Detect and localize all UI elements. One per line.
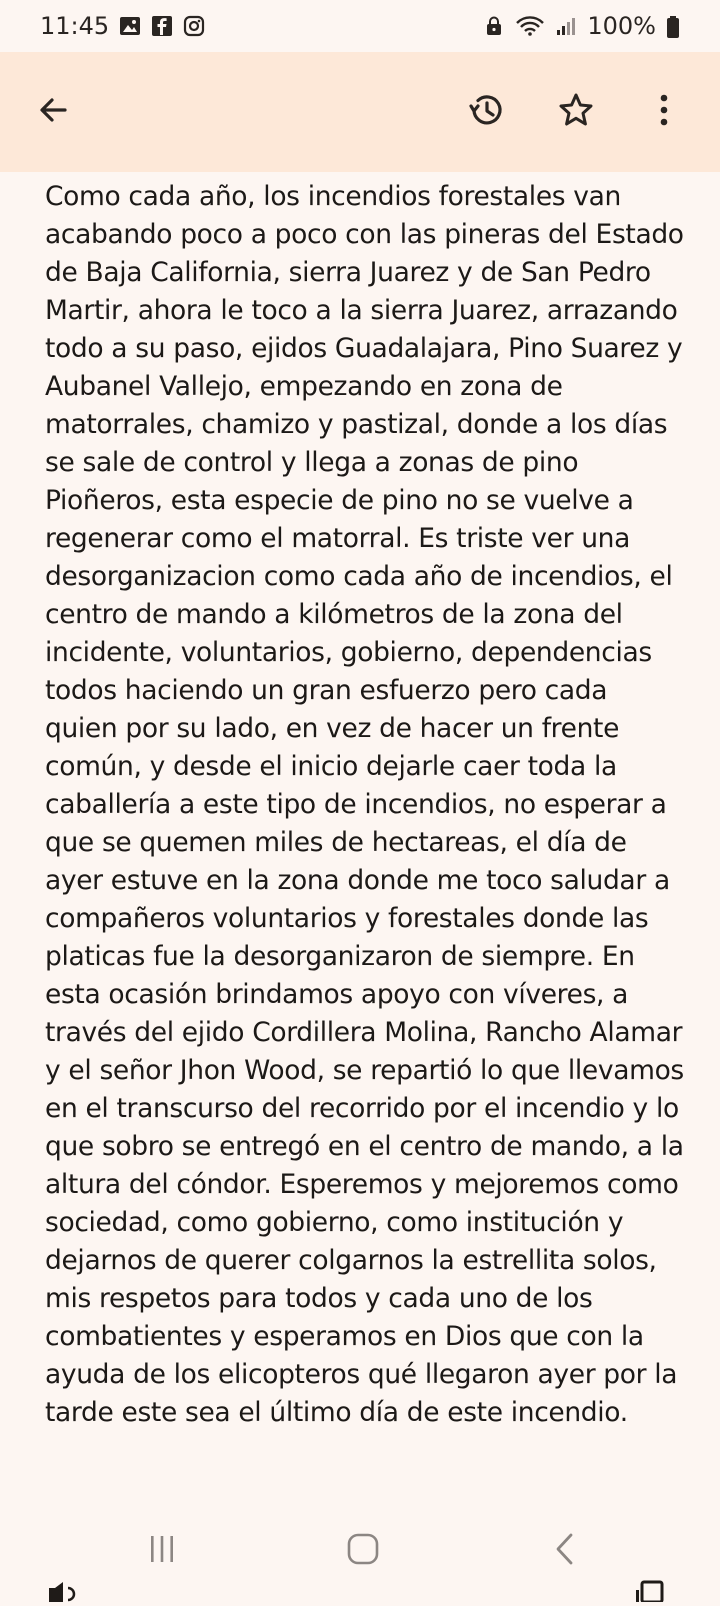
app-bar	[0, 52, 720, 172]
more-vert-icon	[658, 92, 670, 132]
instagram-icon	[183, 15, 205, 37]
status-bar	[0, 0, 720, 52]
status-left	[40, 12, 205, 40]
status-right	[483, 12, 680, 40]
navigation-bar	[0, 1508, 720, 1600]
recent-apps-button[interactable]	[132, 1526, 192, 1576]
battery-percent: 100%	[587, 12, 656, 40]
more-options-button[interactable]	[636, 84, 692, 140]
facebook-icon	[151, 15, 173, 37]
signal-icon	[555, 15, 577, 37]
nav-back-button[interactable]	[535, 1526, 595, 1576]
status-time: 11:45	[40, 12, 110, 40]
back-arrow-icon	[35, 92, 71, 132]
bookmark-star-button[interactable]	[548, 84, 604, 140]
history-button[interactable]	[458, 84, 514, 140]
copy-icon	[632, 1578, 672, 1602]
home-icon	[346, 1532, 380, 1570]
lock-icon	[483, 15, 505, 37]
back-button[interactable]	[25, 84, 81, 140]
wifi-icon	[515, 15, 545, 37]
battery-icon	[666, 15, 680, 37]
star-icon	[557, 91, 595, 133]
article-text: Como cada año, los incendios forestales van acabando poco a poco con las pineras del Estado de Baja California, sierra Juarez y de San Pedro Martir, ahora le toco a la sierra Juarez, arrazando todo a su paso, ejidos Guadalajara, Pino Suarez y Aubanel Vallejo, empezando en zona de matorrales, chamizo y pastizal, donde a los días se sale de control y llega a zonas de pino Pioñeros, esta especie de pino no se vuelve a regenerar como el matorral. Es triste ver una desorganizacion como cada año de incendios, el centro de mando a kilómetros de la zona del incidente, voluntarios, gobierno, dependencias todos haciendo un gran esfuerzo pero cada quien por su lado, en vez de hacer un frente común, y desde el inicio dejarle caer toda la caballería a este tipo de incendios, no esperar a que se quemen miles de hectareas, el día de ayer estuve en la zona donde me toco saludar a compañeros voluntarios y forestales donde las platicas fue la desorganizaron de siempre. En esta ocasión brindamos apoyo con víveres, a través del ejido Cordillera Molina, Rancho Alamar y el señor Jhon Wood, se repartió lo que llevamos en el transcurso del recorrido por el incendio y lo que sobro se entregó en el centro de mando, a la altura del cóndor. Esperemos y mejoremos como sociedad, como gobierno, como institución y dejarnos de querer colgarnos la estrellita solos, mis respetos para todos y cada uno de los combatientes y esperamos en Dios que con la ayuda de los elicopteros qué llegaron ayer por la tarde este sea el último día de este incendio.	[45, 181, 684, 1428]
gallery-icon	[119, 15, 141, 37]
history-icon	[466, 90, 506, 134]
recent-apps-icon	[145, 1534, 179, 1568]
volume-icon	[45, 1578, 85, 1602]
back-icon	[553, 1532, 577, 1570]
home-button[interactable]	[333, 1526, 393, 1576]
